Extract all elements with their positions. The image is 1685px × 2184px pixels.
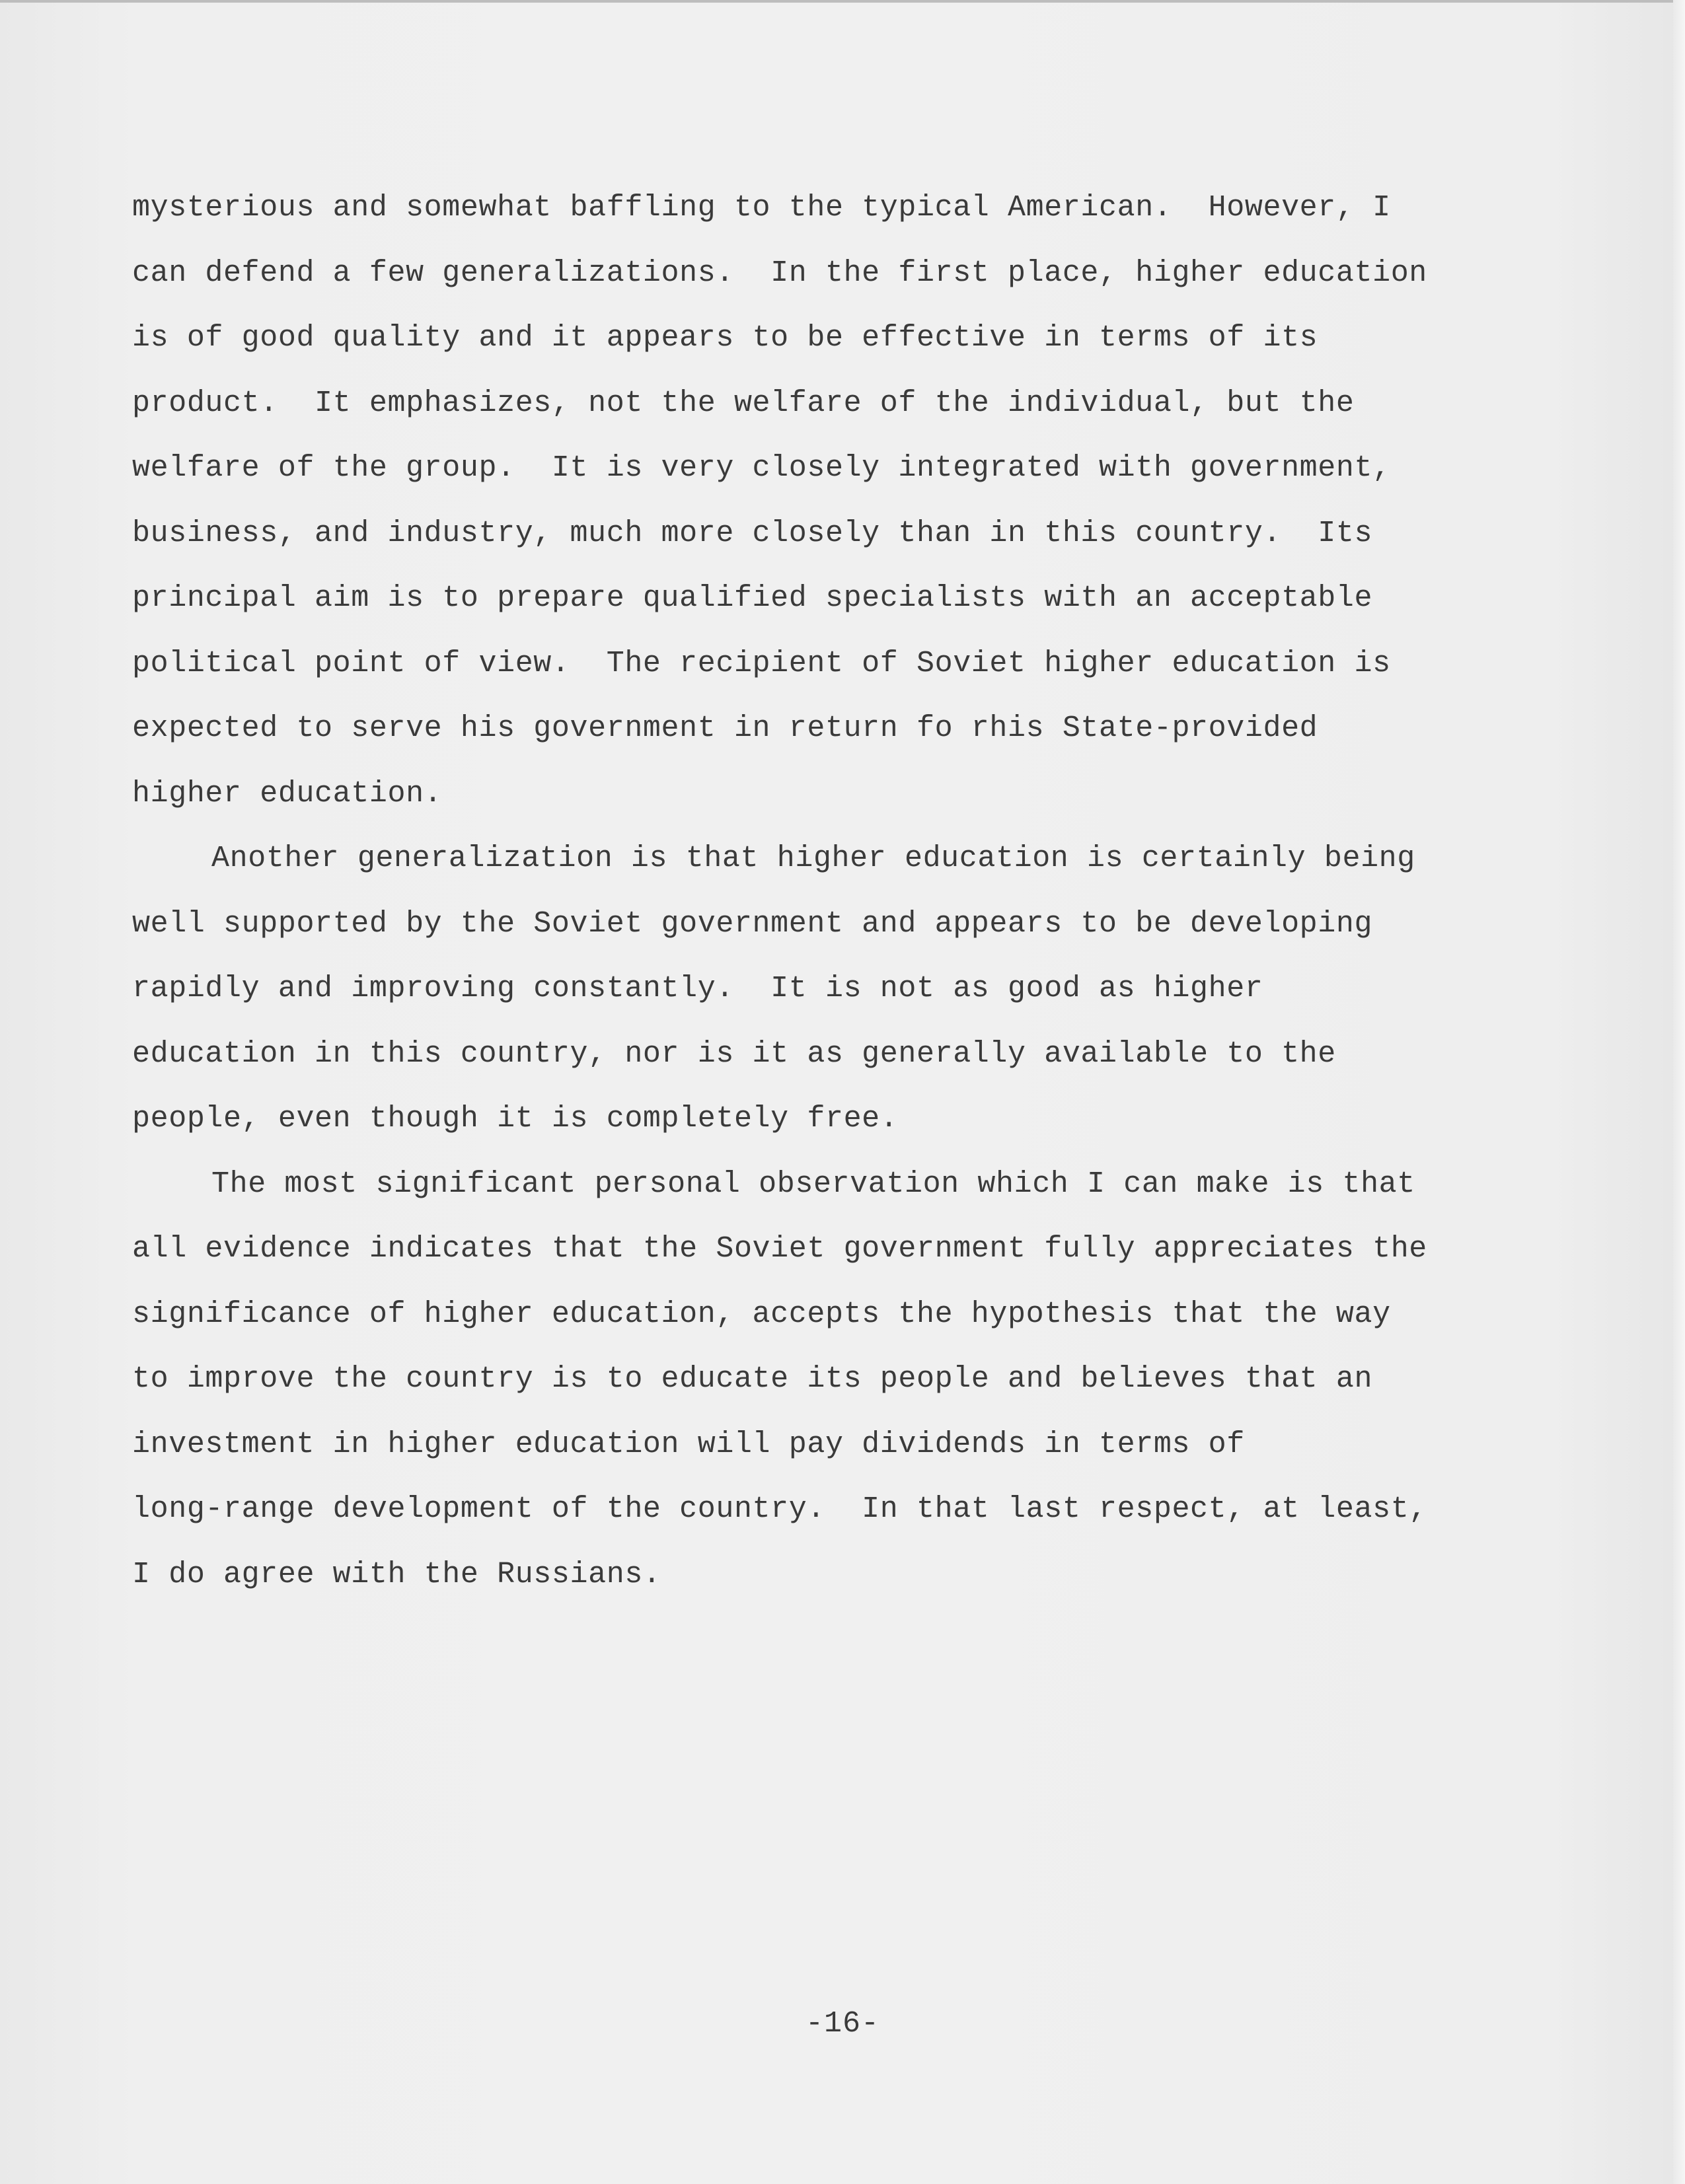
paragraph-1 — [132, 176, 1553, 826]
text-line: I do agree with the Russians. — [132, 1557, 661, 1591]
text-line: welfare of the group. It is very closely integrated with government, — [132, 451, 1391, 485]
text-line: education in this country, nor is it as generally available to the — [132, 1037, 1336, 1071]
text-line: mysterious and somewhat baffling to the typical American. However, I — [132, 191, 1391, 225]
text-line: all evidence indicates that the Soviet government fully appreciates the — [132, 1232, 1427, 1266]
text-line: The most significant personal observation which I can make is that — [211, 1167, 1415, 1201]
text-line: higher education. — [132, 776, 443, 811]
paragraph-3 — [132, 1152, 1553, 1608]
document-body — [132, 176, 1553, 1607]
page-right-edge — [1673, 0, 1685, 2184]
paragraph-2 — [132, 826, 1553, 1152]
text-line: principal aim is to prepare qualified specialists with an acceptable — [132, 581, 1373, 615]
text-line: Another generalization is that higher education is certainly being — [211, 842, 1415, 875]
text-line: business, and industry, much more closely than in this country. Its — [132, 516, 1373, 550]
text-line: rapidly and improving constantly. It is not as good as higher — [132, 972, 1263, 1005]
text-line: investment in higher education will pay dividends in terms of — [132, 1427, 1245, 1461]
text-line: is of good quality and it appears to be effective in terms of its — [132, 321, 1318, 355]
text-line: product. It emphasizes, not the welfare of the individual, but the — [132, 386, 1355, 420]
page-top-edge — [0, 0, 1685, 3]
text-line: well supported by the Soviet government and appears to be developing — [132, 906, 1373, 941]
text-line: long-range development of the country. In that last respect, at least, — [132, 1492, 1427, 1526]
text-line: can defend a few generalizations. In the first place, higher education — [132, 256, 1427, 290]
page-number: -16- — [805, 2007, 880, 2041]
text-line: significance of higher education, accepts the hypothesis that the way — [132, 1297, 1391, 1331]
text-line: to improve the country is to educate its people and believes that an — [132, 1362, 1373, 1396]
text-line: expected to serve his government in return fo rhis State-provided — [132, 711, 1318, 745]
text-line: political point of view. The recipient of Soviet higher education is — [132, 646, 1391, 680]
text-line: people, even though it is completely free. — [132, 1102, 899, 1136]
